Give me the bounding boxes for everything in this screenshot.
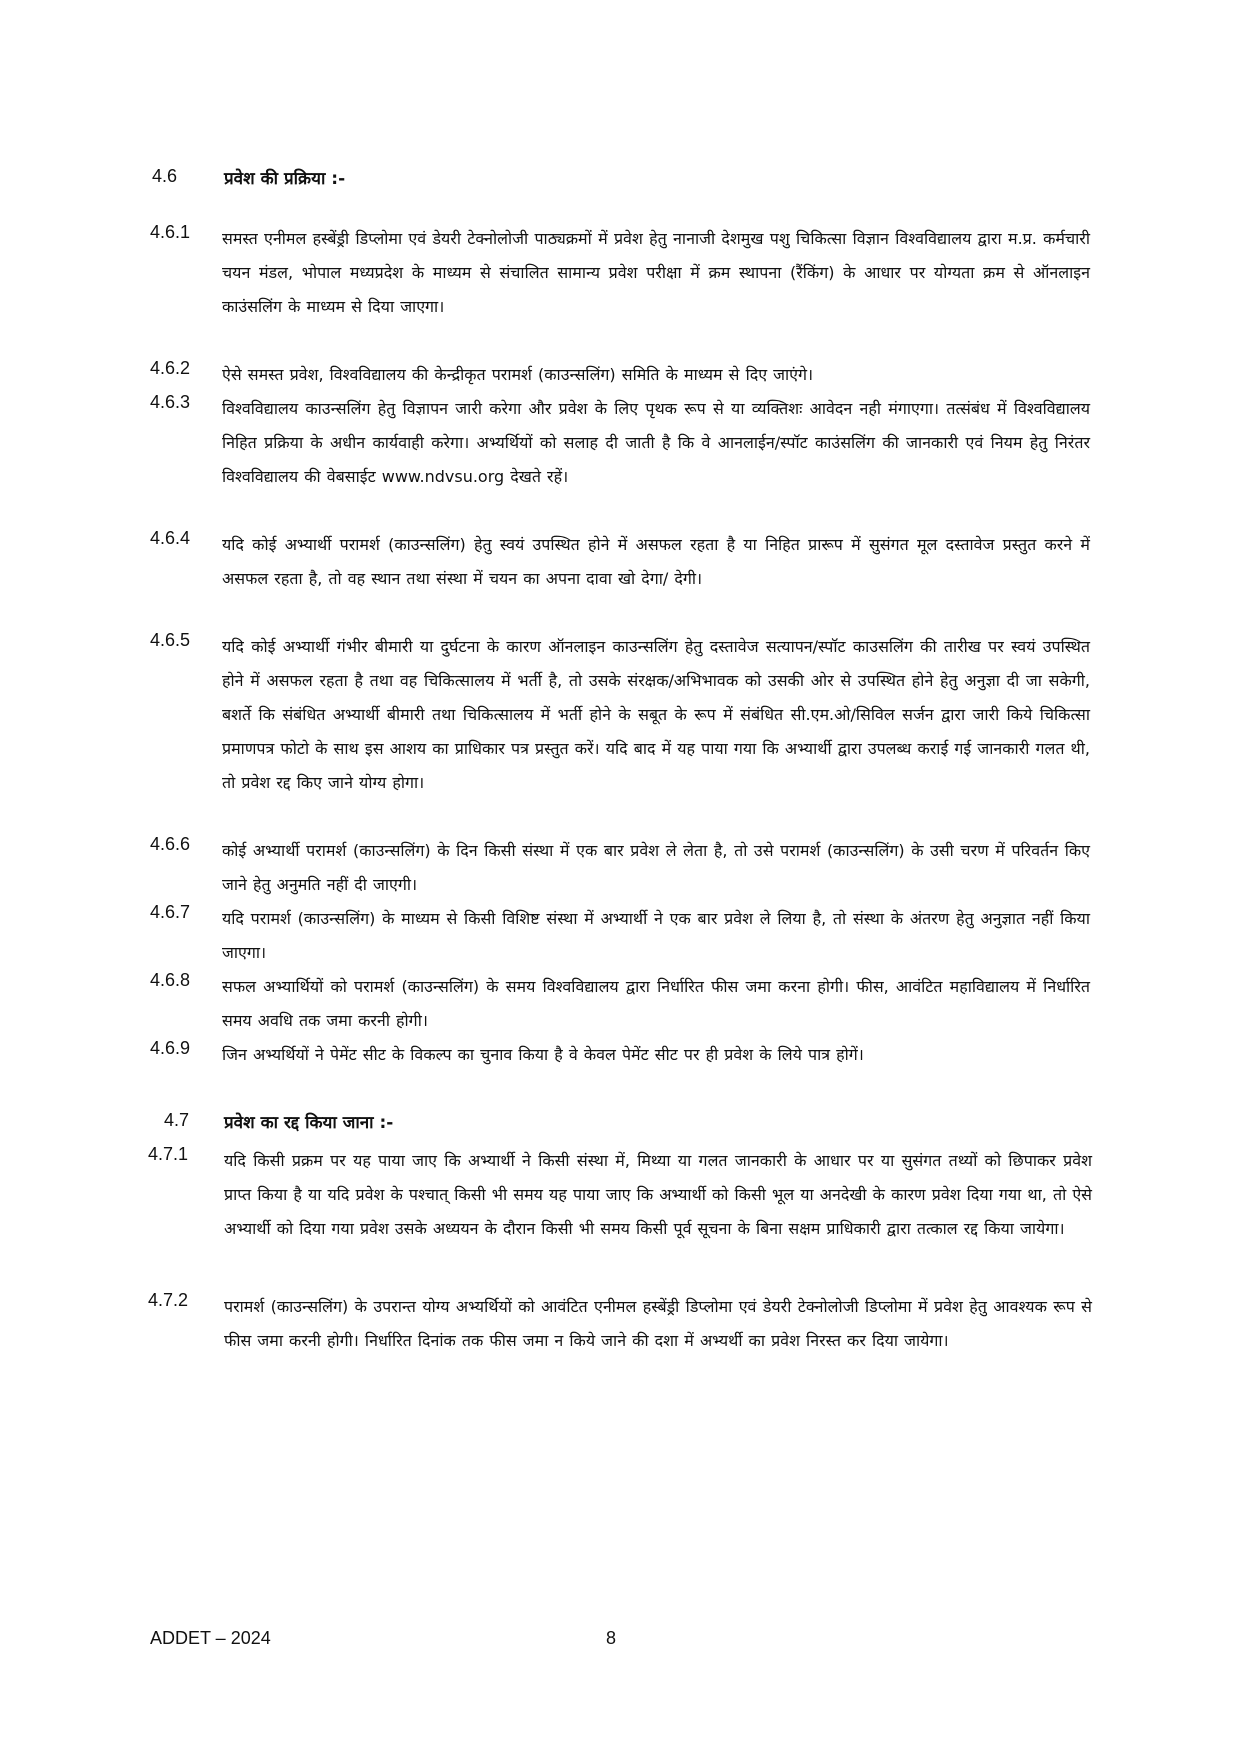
clause-4-6-8 xyxy=(150,970,1090,1038)
clause-4-7-2 xyxy=(148,1290,1092,1358)
clause-4-6-2 xyxy=(150,358,1090,392)
clause-number: 4.6.1 xyxy=(150,222,191,242)
footer-page-number: 8 xyxy=(606,1628,617,1648)
clause-4-6-1 xyxy=(150,222,1090,324)
clause-number: 4.6.7 xyxy=(150,902,191,922)
section-title: प्रवेश की प्रक्रिया :- xyxy=(224,169,346,189)
clause-number: 4.7.1 xyxy=(148,1144,189,1164)
clause-number: 4.6.2 xyxy=(150,358,191,378)
clause-number: 4.6.8 xyxy=(150,970,191,990)
clause-number: 4.6.5 xyxy=(150,630,191,650)
clause-4-6-3 xyxy=(150,392,1090,494)
clause-text: यदि कोई अभ्यार्थी गंभीर बीमारी या दुर्घटना के कारण ऑनलाइन काउन्सलिंग हेतु दस्तावेज सत्यापन/स्पॉट काउसलिंग की तारीख पर स्वयं उपस्थित होने में असफल रहता है तथा वह चिकित्सालय में भर्ती है, तो उसके संरक्षक/अभिभावक को उसकी ओर से उपस्थित होने हेतु अनुज्ञा दी जा सकेगी, बशर्ते कि संबंधित अभ्यार्थी बीमारी तथा चिकित्सालय में भर्ती होने के सबूत के रूप में संबंधित सी.एम.ओ/सिविल सर्जन द्वारा जारी किये चिकित्सा प्रमाणपत्र फोटो के साथ इस आशय का प्राधिकार पत्र प्रस्तुत करें। यदि बाद में यह पाया गया कि अभ्यार्थी द्वारा उपलब्ध कराई गई जानकारी गलत थी, तो प्रवेश रद्द किए जाने योग्य होगा। xyxy=(222,637,1090,792)
clause-text: विश्वविद्यालय काउन्सलिंग हेतु विज्ञापन जारी करेगा और प्रवेश के लिए पृथक रूप से या व्यक्तिशः आवेदन नही मंगाएगा। तत्संबंध में विश्वविद्यालय निहित प्रक्रिया के अधीन कार्यवाही करेगा। अभ्यर्थियों को सलाह दी जाती है कि वे आनलाईन/स्पॉट काउंसलिंग की जानकारी एवं नियम हेतु निरंतर विश्वविद्यालय की वेबसाईट www.ndvsu.org देखते रहें। xyxy=(222,399,1090,486)
clause-text: यदि किसी प्रक्रम पर यह पाया जाए कि अभ्यार्थी ने किसी संस्था में, मिथ्या या गलत जानकारी के आधार पर या सुसंगत तथ्यों को छिपाकर प्रवेश प्राप्त किया है या यदि प्रवेश के पश्चात् किसी भी समय यह पाया जाए कि अभ्यार्थी को किसी भूल या अनदेखी के कारण प्रवेश दिया गया था, तो ऐसे अभ्यार्थी को दिया गया प्रवेश उसके अध्ययन के दौरान किसी भी समय किसी पूर्व सूचना के बिना सक्षम प्राधिकारी द्वारा तत्काल रद्द किया जायेगा। xyxy=(224,1151,1092,1238)
clause-number: 4.7.2 xyxy=(148,1290,189,1310)
clause-4-7-1 xyxy=(148,1144,1092,1246)
clause-number: 4.6.6 xyxy=(150,834,191,854)
clause-number: 4.6.3 xyxy=(150,392,191,412)
clause-text: समस्त एनीमल हस्बेंड्री डिप्लोमा एवं डेयरी टेक्नोलोजी पाठ्यक्रमों में प्रवेश हेतु नानाजी देशमुख पशु चिकित्सा विज्ञान विश्वविद्यालय द्वारा म.प्र. कर्मचारी चयन मंडल, भोपाल मध्यप्रदेश के माध्यम से संचालित सामान्य प्रवेश परीक्षा में क्रम स्थापना (रैंकिंग) के आधार पर योग्यता क्रम से ऑनलाइन काउंसलिंग के माध्यम से दिया जाएगा। xyxy=(222,229,1090,316)
clause-number: 4.6.9 xyxy=(150,1038,191,1058)
section-heading-4-6 xyxy=(152,166,752,192)
clause-4-6-7 xyxy=(150,902,1090,970)
footer-doc-label: ADDET – 2024 xyxy=(150,1628,271,1648)
clause-text: कोई अभ्यार्थी परामर्श (काउन्सलिंग) के दिन किसी संस्था में एक बार प्रवेश ले लेता है, तो उसे परामर्श (काउन्सलिंग) के उसी चरण में परिवर्तन किए जाने हेतु अनुमति नहीं दी जाएगी। xyxy=(222,841,1090,894)
section-number: 4.7 xyxy=(164,1110,190,1130)
section-title: प्रवेश का रद्द किया जाना :- xyxy=(224,1113,394,1133)
clause-4-6-4 xyxy=(150,528,1090,596)
clause-number: 4.6.4 xyxy=(150,528,191,548)
section-heading-4-7 xyxy=(164,1110,764,1136)
clause-text: यदि कोई अभ्यार्थी परामर्श (काउन्सलिंग) हेतु स्वयं उपस्थित होने में असफल रहता है या निहित प्रारूप में सुसंगत मूल दस्तावेज प्रस्तुत करने में असफल रहता है, तो वह स्थान तथा संस्था में चयन का अपना दावा खो देगा/ देगी। xyxy=(222,535,1090,588)
clause-4-6-6 xyxy=(150,834,1090,902)
clause-text: यदि परामर्श (काउन्सलिंग) के माध्यम से किसी विशिष्ट संस्था में अभ्यार्थी ने एक बार प्रवेश ले लिया है, तो संस्था के अंतरण हेतु अनुज्ञात नहीं किया जाएगा। xyxy=(222,909,1090,962)
clause-4-6-5 xyxy=(150,630,1090,800)
clause-text: जिन अभ्यर्थियों ने पेमेंट सीट के विकल्प का चुनाव किया है वे केवल पेमेंट सीट पर ही प्रवेश के लिये पात्र होगें। xyxy=(222,1045,864,1064)
clause-text: परामर्श (काउन्सलिंग) के उपरान्त योग्य अभ्यर्थियों को आवंटित एनीमल हस्बेंड्री डिप्लोमा एवं डेयरी टेक्नोलोजी डिप्लोमा में प्रवेश हेतु आवश्यक रूप से फीस जमा करनी होगी। निर्धारित दिनांक तक फीस जमा न किये जाने की दशा में अभ्यर्थी का प्रवेश निरस्त कर दिया जायेगा। xyxy=(224,1297,1092,1350)
clause-text: सफल अभ्यार्थियों को परामर्श (काउन्सलिंग) के समय विश्वविद्यालय द्वारा निर्धारित फीस जमा करना होगी। फीस, आवंटित महाविद्यालय में निर्धारित समय अवधि तक जमा करनी होगी। xyxy=(222,977,1090,1030)
clause-4-6-9 xyxy=(150,1038,1090,1072)
section-number: 4.6 xyxy=(152,166,178,186)
clause-text: ऐसे समस्त प्रवेश, विश्वविद्यालय की केन्द्रीकृत परामर्श (काउन्सलिंग) समिति के माध्यम से दिए जाएंगे। xyxy=(222,365,814,384)
